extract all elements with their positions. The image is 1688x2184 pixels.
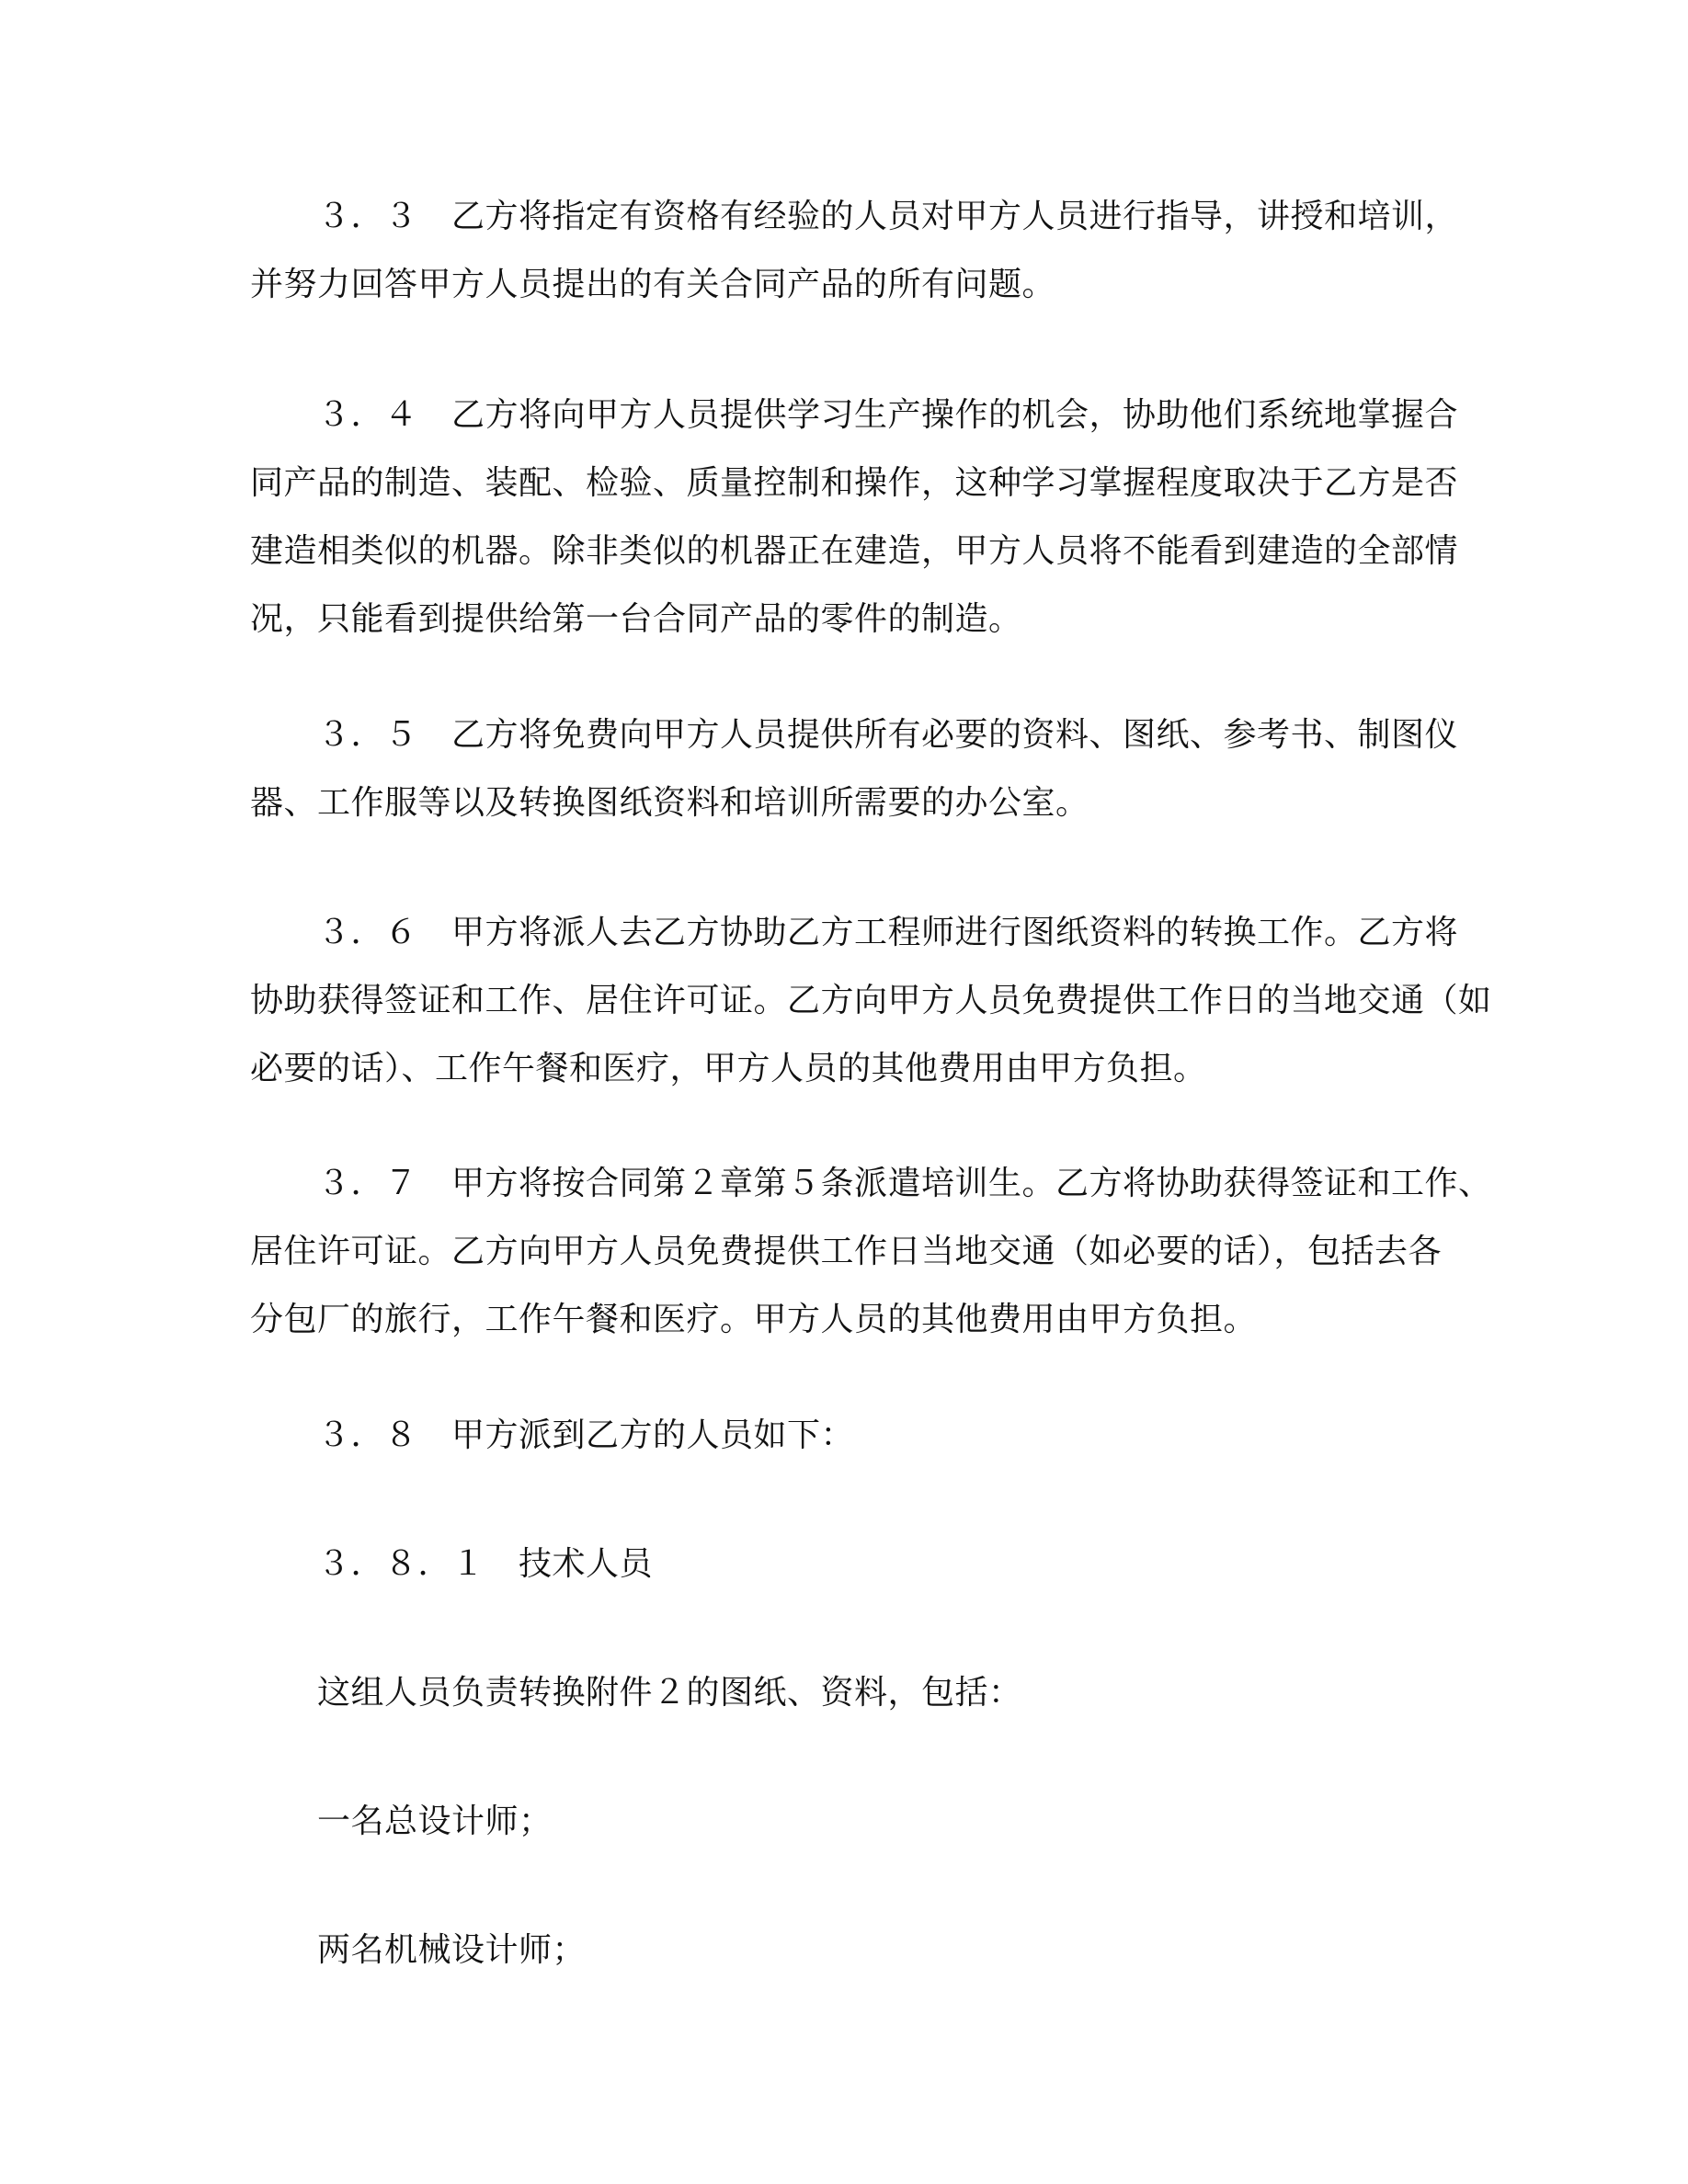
paragraph: 这组人员负责转换附件２的图纸、资料，包括：	[317, 1674, 1022, 1712]
list-item: 两名机械设计师；	[317, 1931, 587, 1969]
text-line: 器、工作服等以及转换图纸资料和培训所需要的办公室。	[250, 784, 1089, 822]
text-line: 同产品的制造、装配、检验、质量控制和操作，这种学习掌握程度取决于乙方是否	[250, 464, 1459, 502]
text-line: ３．７ 甲方将按合同第２章第５条派遣培训生。乙方将协助获得签证和工作、	[317, 1165, 1492, 1202]
text-line: ３．３ 乙方将指定有资格有经验的人员对甲方人员进行指导，讲授和培训，	[317, 198, 1459, 235]
list-item: 一名总设计师；	[317, 1803, 553, 1840]
text-line: ３．６ 甲方将派人去乙方协助乙方工程师进行图纸资料的转换工作。乙方将	[317, 914, 1459, 951]
text-line: 分包厂的旅行，工作午餐和医疗。甲方人员的其他费用由甲方负担。	[250, 1301, 1258, 1338]
text-line: ３．５ 乙方将免费向甲方人员提供所有必要的资料、图纸、参考书、制图仪	[317, 716, 1459, 754]
text-line: 并努力回答甲方人员提出的有关合同产品的所有问题。	[250, 266, 1056, 303]
text-line: ３．８ 甲方派到乙方的人员如下：	[317, 1416, 855, 1454]
text-line: 况，只能看到提供给第一台合同产品的零件的制造。	[250, 600, 1022, 638]
text-line: ３．４ 乙方将向甲方人员提供学习生产操作的机会，协助他们系统地掌握合	[317, 396, 1459, 434]
text-line: 建造相类似的机器。除非类似的机器正在建造，甲方人员将不能看到建造的全部情	[250, 532, 1459, 570]
text-line: 居住许可证。乙方向甲方人员免费提供工作日当地交通（如必要的话），包括去各	[250, 1233, 1443, 1270]
text-line: 协助获得签证和工作、居住许可证。乙方向甲方人员免费提供工作日的当地交通（如	[250, 982, 1492, 1019]
text-line: 必要的话）、工作午餐和医疗，甲方人员的其他费用由甲方负担。	[250, 1050, 1207, 1087]
section-heading: ３．８．１ 技术人员	[317, 1545, 654, 1583]
